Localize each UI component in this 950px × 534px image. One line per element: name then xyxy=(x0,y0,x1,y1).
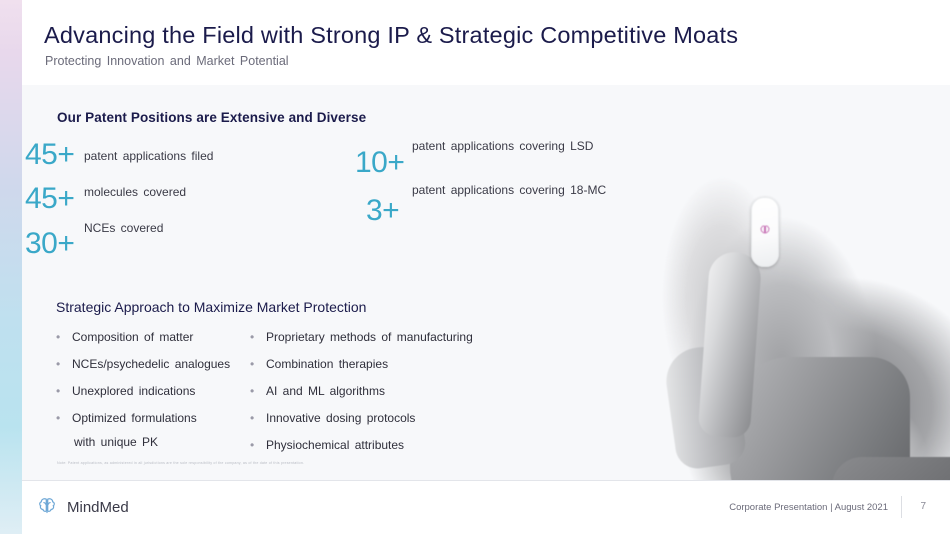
bullet-dot-icon: • xyxy=(250,411,255,425)
stat-value-2: 30+ xyxy=(25,227,75,260)
list-item-label: Optimized formulations xyxy=(72,411,197,425)
bullet-dot-icon: • xyxy=(56,357,61,371)
page-subtitle: Protecting Innovation and Market Potential xyxy=(45,54,289,68)
list-item xyxy=(250,438,490,453)
bullet-dot-icon: • xyxy=(56,384,61,398)
stat-value-0: 45+ xyxy=(25,138,75,171)
page-number: 7 xyxy=(920,501,926,512)
stat-label-3: patent applications covering LSD xyxy=(412,139,594,153)
bullet-dot-icon: • xyxy=(250,357,255,371)
hand-capsule-photo xyxy=(640,85,950,480)
stat-label-2: NCEs covered xyxy=(84,221,164,235)
brand-logo xyxy=(36,496,129,518)
list-item-continuation: with unique PK xyxy=(74,435,159,449)
bullet-dot-icon: • xyxy=(250,330,255,344)
list-item xyxy=(56,357,256,372)
approach-section-heading: Strategic Approach to Maximize Market Protection xyxy=(56,299,367,315)
list-item xyxy=(250,330,490,345)
list-item xyxy=(56,384,256,399)
brain-icon xyxy=(36,496,58,518)
list-item-label: Combination therapies xyxy=(266,357,389,371)
list-item xyxy=(250,357,490,372)
patents-section-heading: Our Patent Positions are Extensive and Diverse xyxy=(57,110,367,125)
stat-label-4: patent applications covering 18-MC xyxy=(412,183,607,197)
footer-presentation-label: Corporate Presentation | August 2021 xyxy=(729,502,888,513)
bullet-dot-icon: • xyxy=(250,438,255,452)
hand-wrist xyxy=(832,457,950,480)
list-item-label: Composition of matter xyxy=(72,330,194,344)
page-title: Advancing the Field with Strong IP & Strategic Competitive Moats xyxy=(44,22,739,48)
stat-value-1: 45+ xyxy=(25,182,75,215)
list-item xyxy=(56,330,256,345)
list-item-label: Physiochemical attributes xyxy=(266,438,405,452)
footnote: Note: Patent applications, as administered in all jurisdictions are the sole responsibility of the company, as of the date of this presentation. xyxy=(57,461,305,465)
list-item xyxy=(250,411,490,426)
approach-left-list xyxy=(56,330,256,462)
capsule-shape xyxy=(751,197,779,267)
stat-label-0: patent applications filed xyxy=(84,149,214,163)
list-item-label: AI and ML algorithms xyxy=(266,384,385,398)
footer-divider xyxy=(901,496,902,518)
capsule-brain-icon xyxy=(759,224,772,237)
approach-right-list xyxy=(250,330,490,465)
list-item-label: Innovative dosing protocols xyxy=(266,411,416,425)
hand-shape xyxy=(652,157,950,480)
list-item-label: NCEs/psychedelic analogues xyxy=(72,357,231,371)
list-item xyxy=(250,384,490,399)
list-item-label: Unexplored indications xyxy=(72,384,196,398)
brand-name: MindMed xyxy=(67,498,129,516)
bullet-dot-icon: • xyxy=(250,384,255,398)
list-item-label: Proprietary methods of manufacturing xyxy=(266,330,473,344)
list-item xyxy=(56,411,256,450)
gradient-edge-strip xyxy=(0,0,22,534)
stat-value-4: 3+ xyxy=(366,194,400,227)
bullet-dot-icon: • xyxy=(56,411,61,425)
stat-label-1: molecules covered xyxy=(84,185,187,199)
slide-header xyxy=(22,0,950,85)
stat-value-3: 10+ xyxy=(355,146,405,179)
bullet-dot-icon: • xyxy=(56,330,61,344)
